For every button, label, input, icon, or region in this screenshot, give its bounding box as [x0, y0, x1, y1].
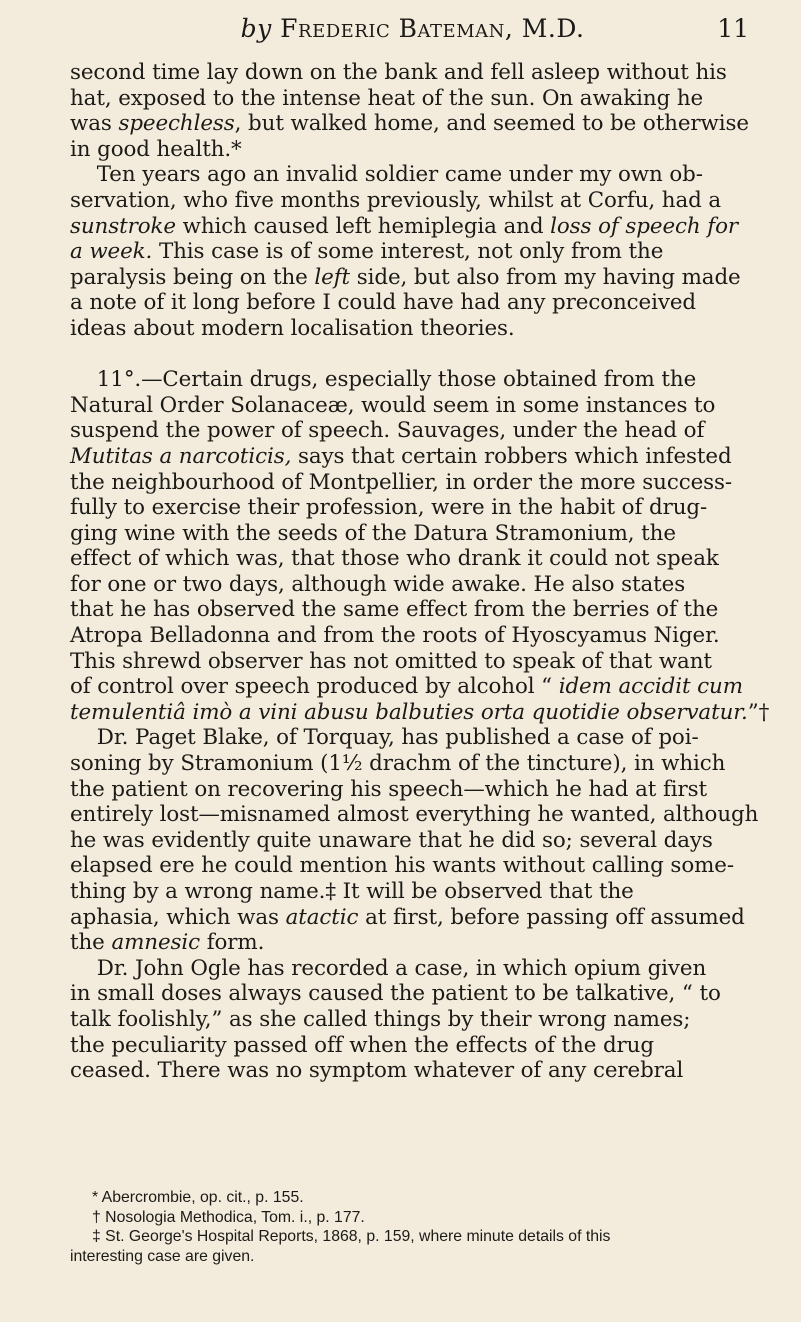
text-line — [70, 495, 755, 521]
text-line — [70, 162, 755, 188]
text-line — [70, 674, 755, 700]
text-run: says that certain robbers which infested — [291, 443, 732, 469]
footnotes — [70, 1188, 755, 1266]
text-line — [70, 444, 755, 470]
text-line — [70, 393, 755, 419]
text-line — [70, 418, 755, 444]
text-run: 11°.—Certain drugs, especially those obtained from the — [70, 367, 697, 393]
text-run: was — [70, 111, 119, 137]
body-text — [70, 60, 770, 1084]
text-run: ideas about modern localisation theories. — [70, 315, 515, 341]
text-line — [70, 1007, 755, 1033]
text-line — [70, 316, 755, 342]
text-run: Natural Order Solanaceæ, would seem in some instances to — [70, 392, 716, 418]
text-run: the patient on recovering his speech—which he had at first — [70, 776, 707, 802]
text-run: , but walked home, and seemed to be otherwise — [234, 111, 749, 137]
text-line — [70, 521, 755, 547]
text-run: hat, exposed to the intense heat of the sun. On awaking he — [70, 85, 704, 111]
text-line — [70, 137, 755, 163]
text-line — [70, 956, 755, 982]
text-line — [70, 777, 755, 803]
text-line — [70, 623, 755, 649]
text-line — [70, 751, 755, 777]
page-number: 11 — [717, 14, 749, 43]
text-line — [70, 290, 755, 316]
paragraph-gap — [70, 342, 755, 368]
text-line — [70, 1058, 755, 1084]
footnote: interesting case are given. — [70, 1247, 255, 1265]
italic-text: left — [314, 264, 351, 290]
text-line — [70, 828, 755, 854]
text-line — [70, 86, 755, 112]
text-run: he was evidently quite unaware that he did so; several days — [70, 827, 713, 853]
text-line — [70, 1033, 755, 1059]
text-run: which caused left hemiplegia and — [175, 213, 551, 239]
text-line — [70, 111, 755, 137]
italic-text: temulentiâ imò a vini abusu balbuties orta quotidie observatur. — [70, 699, 748, 725]
text-line — [70, 265, 755, 291]
text-run: aphasia, which was — [70, 904, 286, 930]
text-line — [70, 188, 755, 214]
text-run: in good health.* — [70, 136, 242, 162]
italic-text: a week. — [70, 239, 153, 265]
text-run: elapsed ere he could mention his wants without calling some- — [70, 853, 734, 879]
text-run: a note of it long before I could have had any preconceived — [70, 290, 696, 316]
text-run: This shrewd observer has not omitted to speak of that want — [70, 648, 712, 674]
text-run: This case is of some interest, not only from the — [152, 239, 664, 265]
italic-text: idem accidit cum — [558, 674, 743, 700]
text-line — [70, 367, 755, 393]
text-run: Ten years ago an invalid soldier came under my own ob- — [70, 162, 703, 188]
text-run: Atropa Belladonna and from the roots of Hyoscyamus Niger. — [70, 623, 720, 649]
text-run: fully to exercise their profession, were in the habit of drug- — [70, 495, 708, 521]
text-line — [70, 802, 759, 828]
text-run: effect of which was, that those who drank it could not speak — [70, 546, 719, 572]
text-run: Dr. Paget Blake, of Torquay, has published a case of poi- — [70, 725, 699, 751]
text-line — [70, 905, 755, 931]
running-head — [70, 14, 755, 43]
text-line — [70, 853, 755, 879]
footnote: ‡ St. George's Hospital Reports, 1868, p. 159, where minute details of this — [92, 1228, 611, 1245]
footnote: † Nosologia Methodica, Tom. i., p. 177. — [92, 1208, 365, 1226]
text-run: for one or two days, although wide awake. He also states — [70, 571, 686, 597]
text-run: Dr. John Ogle has recorded a case, in which opium given — [70, 955, 707, 981]
text-run: servation, who five months previously, whilst at Corfu, had a — [70, 187, 722, 213]
text-run: the peculiarity passed off when the effects of the drug — [70, 1032, 654, 1058]
text-line — [70, 546, 755, 572]
footnote: * Abercrombie, op. cit., p. 155. — [92, 1189, 304, 1206]
text-run: ging wine with the seeds of the Datura Stramonium, the — [70, 520, 676, 546]
text-run: entirely lost—misnamed almost everything he wanted, although — [70, 802, 759, 828]
text-run: soning by Stramonium (1½ drachm of the tincture), in which — [70, 751, 726, 777]
text-line — [70, 981, 755, 1007]
italic-text: loss of speech for — [550, 213, 738, 239]
text-line — [70, 930, 755, 956]
text-run: ”† — [747, 699, 770, 725]
text-run: suspend the power of speech. Sauvages, under the head of — [70, 418, 705, 444]
text-run: the — [70, 930, 112, 956]
text-line — [70, 699, 770, 726]
text-line — [70, 470, 755, 496]
text-run: form. — [200, 930, 265, 956]
italic-text: speechless — [118, 111, 235, 137]
text-line — [70, 572, 755, 598]
text-run: talk foolishly,” as she called things by their wrong names; — [70, 1006, 691, 1032]
italic-text: amnesic — [111, 930, 201, 956]
text-run: second time lay down on the bank and fell asleep without his — [70, 60, 727, 85]
text-line — [70, 239, 755, 265]
text-line — [70, 649, 755, 675]
text-line — [70, 60, 755, 86]
text-run: in small doses always caused the patient to be talkative, “ to — [70, 981, 721, 1007]
italic-text: atactic — [285, 904, 359, 930]
running-head-author: Frederic Bateman, M.D. — [280, 14, 585, 43]
running-head-by: by — [240, 14, 272, 43]
page-header — [70, 14, 755, 48]
text-run: thing by a wrong name.‡ It will be observed that the — [70, 879, 634, 904]
text-line — [70, 879, 755, 905]
text-run: of control over speech produced by alcohol “ — [70, 674, 559, 700]
text-line — [70, 597, 755, 623]
text-run: at first, before passing off assumed — [358, 904, 745, 930]
text-line — [70, 725, 755, 751]
italic-text: sunstroke — [70, 213, 176, 239]
text-run: paralysis being on the — [70, 264, 315, 290]
text-run: the neighbourhood of Montpellier, in order the more success- — [70, 469, 733, 495]
text-run: that he has observed the same effect from the berries of the — [70, 597, 719, 623]
italic-text: Mutitas a narcoticis, — [70, 443, 292, 469]
text-run: ceased. There was no symptom whatever of any cerebral — [70, 1058, 684, 1084]
text-line — [70, 214, 755, 240]
text-run: side, but also from my having made — [350, 264, 741, 290]
